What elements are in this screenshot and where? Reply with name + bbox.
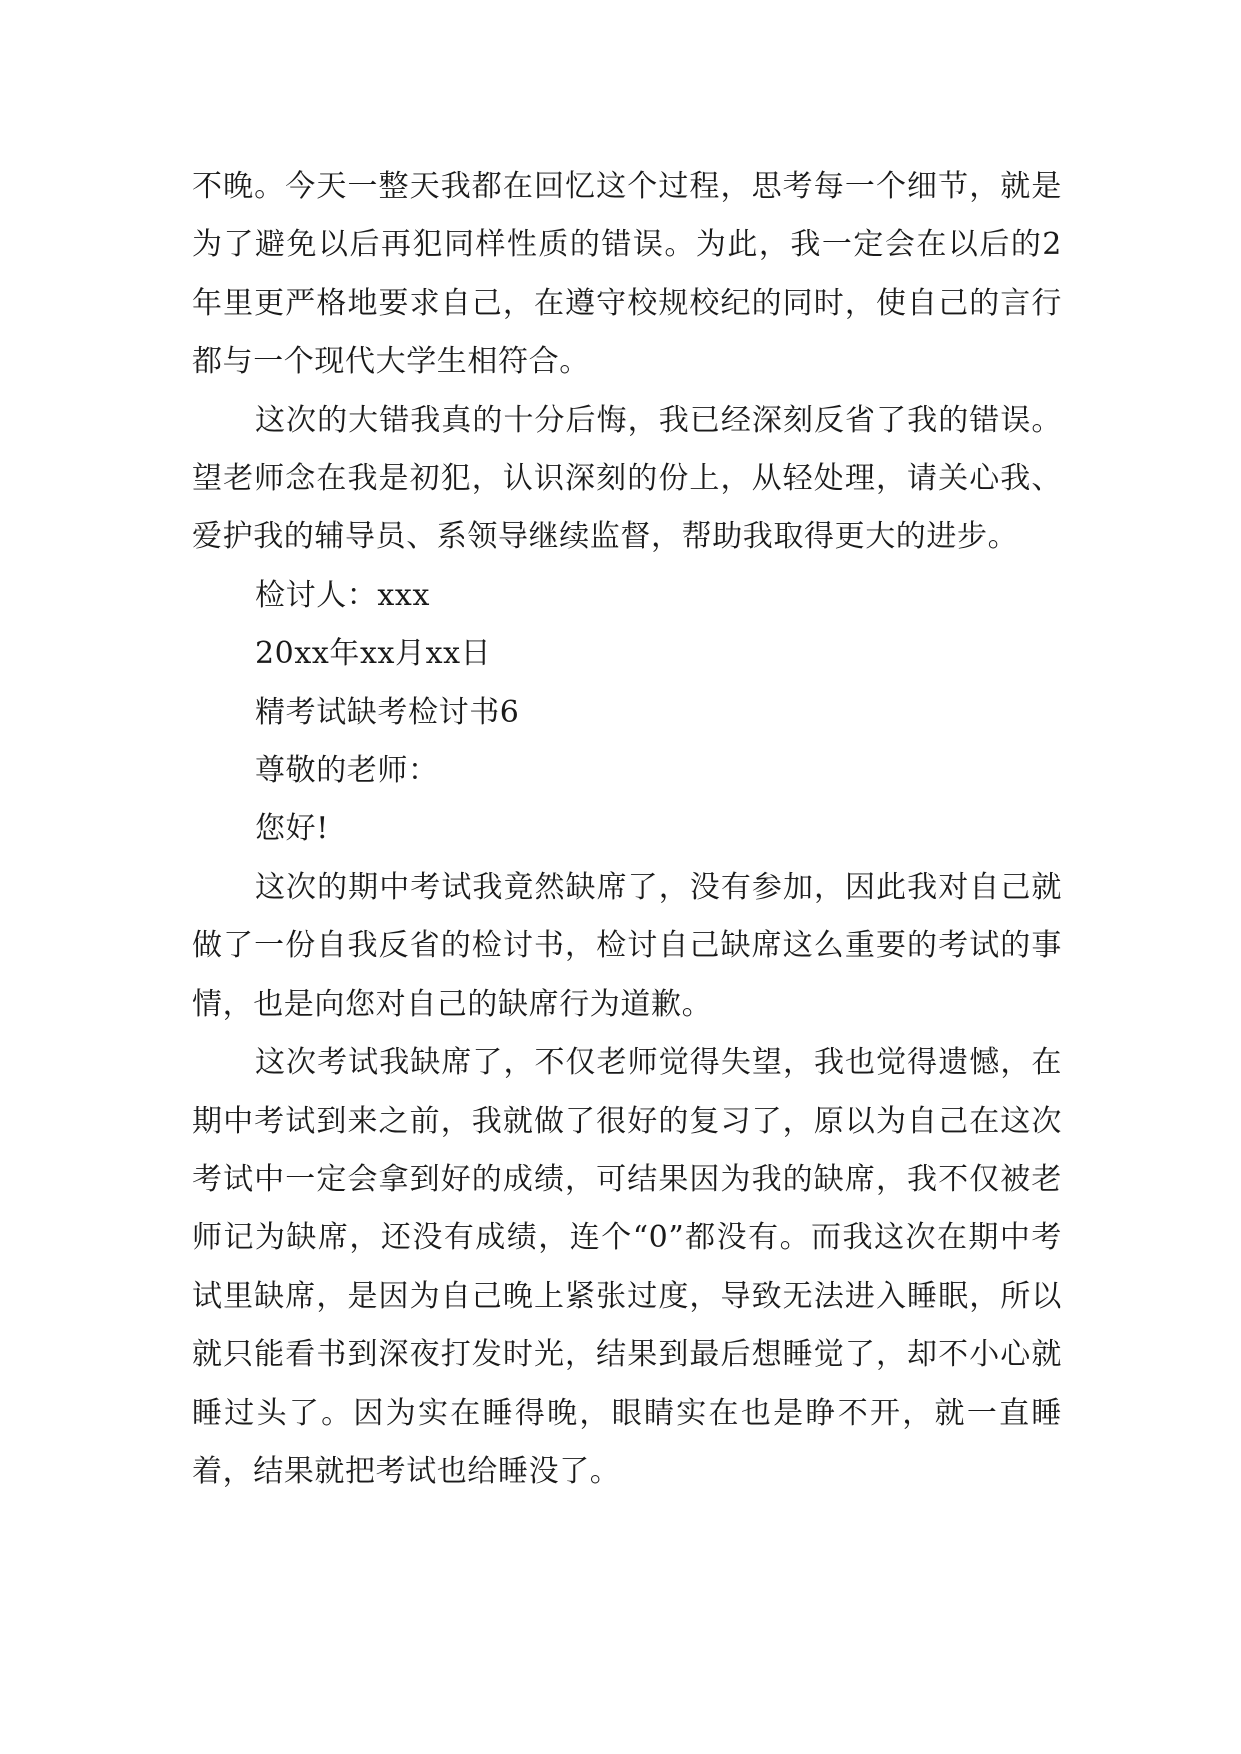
salutation: 尊敬的老师： — [255, 753, 439, 789]
document-page — [192, 158, 1062, 1501]
paragraph-regret: 这次的大错我真的十分后悔，我已经深刻反省了我的错误。望老师念在我是初犯，认识深刻的份上，从轻处理，请关心我、爱护我的辅导员、系领导继续监督，帮助我取得更大的进步。 — [192, 402, 1062, 555]
paragraph-reason: 这次考试我缺席了，不仅老师觉得失望，我也觉得遗憾，在期中考试到来之前，我就做了很好的复习了，原以为自己在这次考试中一定会拿到好的成绩，可结果因为我的缺席，我不仅被老师记为缺席，还没有成绩，连个“0”都没有。而我这次在期中考试里缺席，是因为自己晚上紧张过度，导致无法进入睡眠，所以就只能看书到深夜打发时光，结果到最后想睡觉了，却不小心就睡过头了。因为实在睡得晚，眼睛实在也是睁不开，就一直睡着，结果就把考试也给睡没了。 — [192, 1045, 1062, 1489]
paragraph-intro: 这次的期中考试我竟然缺席了，没有参加，因此我对自己就做了一份自我反省的检讨书，检讨自己缺席这么重要的考试的事情，也是向您对自己的缺席行为道歉。 — [192, 869, 1062, 1022]
signature-line: 检讨人：xxx — [255, 577, 430, 613]
paragraph-continuation: 不晚。今天一整天我都在回忆这个过程，思考每一个细节，就是为了避免以后再犯同样性质的错误。为此，我一定会在以后的2年里更严格地要求自己，在遵守校规校纪的同时，使自己的言行都与一个现代大学生相符合。 — [192, 169, 1062, 380]
greeting: 您好! — [255, 811, 329, 847]
section-title: 精考试缺考检讨书6 — [255, 694, 520, 730]
date-line: 20xx年xx月xx日 — [255, 636, 492, 672]
